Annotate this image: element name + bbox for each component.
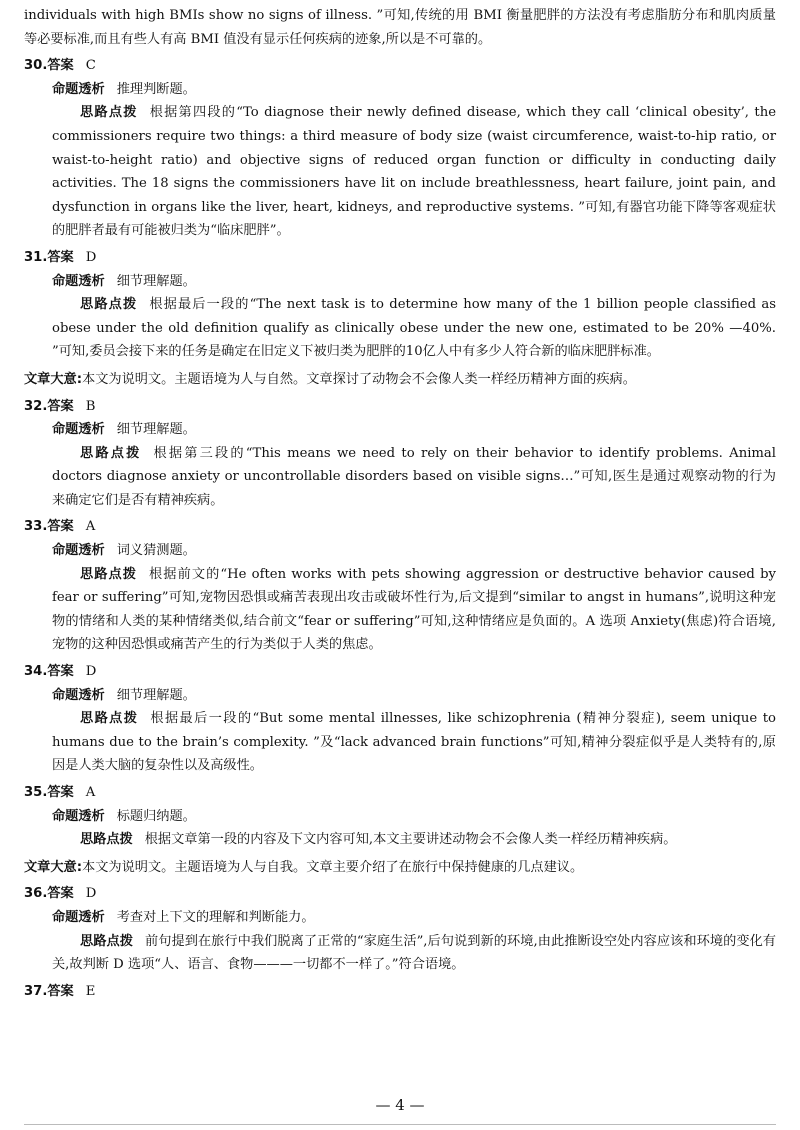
analysis-label: 命题透析: [52, 543, 105, 559]
analysis-text: 细节理解题。: [116, 422, 196, 438]
question-34: [24, 660, 776, 778]
question-35: [24, 781, 776, 852]
page-number: — 4 —: [375, 1096, 425, 1114]
summary-label: 文章大意:: [24, 371, 83, 387]
tips-text: 根据最后一段的“The next task is to determine how many of the 1 billion people classified as obese under the old definition qualify as clinically obese under the new one, estimated to be 20% —40%. ”可知,委员会接下来的任务是确定在旧定义下被归类为肥胖的10亿人中有多少人符合新的临床肥胖标准。: [52, 297, 777, 360]
tips-label: 思路点拨: [80, 297, 138, 313]
question-number: 31.: [24, 249, 48, 265]
answer-label: 答案: [47, 249, 74, 265]
analysis-text: 标题归纳题。: [116, 808, 196, 824]
analysis-label: 命题透析: [52, 909, 105, 925]
question-31: [24, 246, 776, 364]
tips-text: 根据第三段的“This means we need to rely on their behavior to identify problems. Animal doctors diagnose anxiety or uncontrollable disorders based on visible signs…”可知,医生是通过观察动物的行为来确定它们是否有精神疾病。: [52, 445, 776, 508]
analysis-text: 细节理解题。: [116, 687, 196, 703]
question-33: [24, 515, 776, 657]
answer-letter: A: [85, 519, 96, 535]
tips-label: 思路点拨: [80, 832, 133, 848]
question-number: 30.: [24, 58, 48, 74]
answer-letter: B: [85, 398, 96, 414]
analysis-label: 命题透析: [52, 422, 105, 438]
summary-text: 本文为说明文。主题语境为人与自然。文章探讨了动物会不会像人类一样经历精神方面的疾病。: [82, 371, 636, 387]
question-30: [24, 54, 776, 243]
tips-label: 思路点拨: [80, 566, 138, 582]
tips-text: 根据文章第一段的内容及下文内容可知,本文主要讲述动物会不会像人类一样经历精神疾病。: [144, 832, 677, 848]
question-32: [24, 395, 776, 513]
analysis-text: 推理判断题。: [116, 81, 196, 97]
answer-label: 答案: [47, 664, 74, 680]
answer-letter: A: [85, 785, 96, 800]
analysis-label: 命题透析: [52, 273, 105, 289]
answer-label: 答案: [47, 398, 74, 414]
question-number: 35.: [24, 785, 48, 800]
question-number: 34.: [24, 664, 48, 680]
intro-paragraph: individuals with high BMIs show no signs of illness. ”可知,传统的用 BMI 衡量肥胖的方法没有考虑脂肪分布和肌肉质量等必要标准,而且有些人有高 BMI 值没有显示任何疾病的迹象,所以是不可靠的。: [24, 8, 776, 47]
tips-label: 思路点拨: [80, 711, 139, 727]
answer-label: 答案: [47, 785, 74, 800]
analysis-text: 词义猜测题。: [116, 543, 196, 559]
tips-text: 根据最后一段的“But some mental illnesses, like schizophrenia (精神分裂症), seem unique to humans due to the brain’s complexity. ”及“lack advanced brain functions”可知,精神分裂症似乎是人类特有的,原因是人类大脑的复杂性以及高级性。: [52, 711, 776, 774]
analysis-text: 细节理解题。: [116, 273, 196, 289]
analysis-label: 命题透析: [52, 81, 105, 97]
summary-label: 文章大意:: [24, 859, 83, 875]
answer-letter: D: [85, 886, 97, 902]
tips-text: 前句提到在旅行中我们脱离了正常的“家庭生活”,后句说到新的环境,由此推断设空处内容应该和环境的变化有关,故判断 D 选项“人、语言、食物———一切都不一样了。”符合语境。: [52, 933, 776, 973]
question-number: 32.: [24, 398, 48, 414]
article-summary-1: [24, 368, 776, 392]
answer-letter: C: [85, 58, 96, 74]
tips-text: 根据前文的“He often works with pets showing aggression or destructive behavior caused by fear or suffering”可知,宠物因恐惧或痛苦表现出攻击或破坏性行为,后文提到“similar to angst in humans”,说明这种宠物的情绪和人类的某种情绪类似,结合前文“fear or suffering”可知,这种情绪应是负面的。A 选项 Anxiety(焦虑)符合语境,宠物的这种因恐惧或痛苦产生的行为类似于人类的焦虑。: [52, 566, 776, 653]
question-number: 36.: [24, 886, 48, 902]
analysis-text: 考查对上下文的理解和判断能力。: [116, 909, 315, 925]
answer-label: 答案: [47, 58, 74, 74]
analysis-label: 命题透析: [52, 687, 105, 703]
tips-text: 根据第四段的“To diagnose their newly defined disease, which they call ‘clinical obesity’, the commissioners require two things: a third measure of body size (waist circumference, waist-to-hip ratio, or waist-to-height ratio) and objective signs of reduced organ function or difficulty in conducting daily activities. The 18 signs the commissioners have lit on include breathlessness, heart failure, joint pain, and dysfunction in organs like the liver, heart, kidneys, and reproductive systems. ”可知,有器官功能下降等客观症状的肥胖者最有可能被归类为“临床肥胖”。: [52, 105, 777, 239]
question-number: 37.: [24, 983, 48, 999]
document-page: [24, 4, 776, 1003]
footer-divider: [24, 1124, 776, 1125]
article-summary-2: [24, 856, 776, 880]
answer-letter: D: [85, 249, 97, 265]
tips-label: 思路点拨: [80, 445, 142, 461]
answer-letter: E: [85, 983, 96, 999]
summary-text: 本文为说明文。主题语境为人与自我。文章主要介绍了在旅行中保持健康的几点建议。: [82, 859, 584, 875]
answer-letter: D: [85, 664, 97, 680]
answer-label: 答案: [47, 519, 74, 535]
tips-label: 思路点拨: [80, 933, 133, 949]
question-37: [24, 980, 776, 1004]
answer-label: 答案: [47, 983, 74, 999]
question-number: 33.: [24, 519, 48, 535]
answer-label: 答案: [47, 886, 74, 902]
analysis-label: 命题透析: [52, 808, 105, 824]
question-36: [24, 882, 776, 976]
tips-label: 思路点拨: [80, 105, 138, 121]
